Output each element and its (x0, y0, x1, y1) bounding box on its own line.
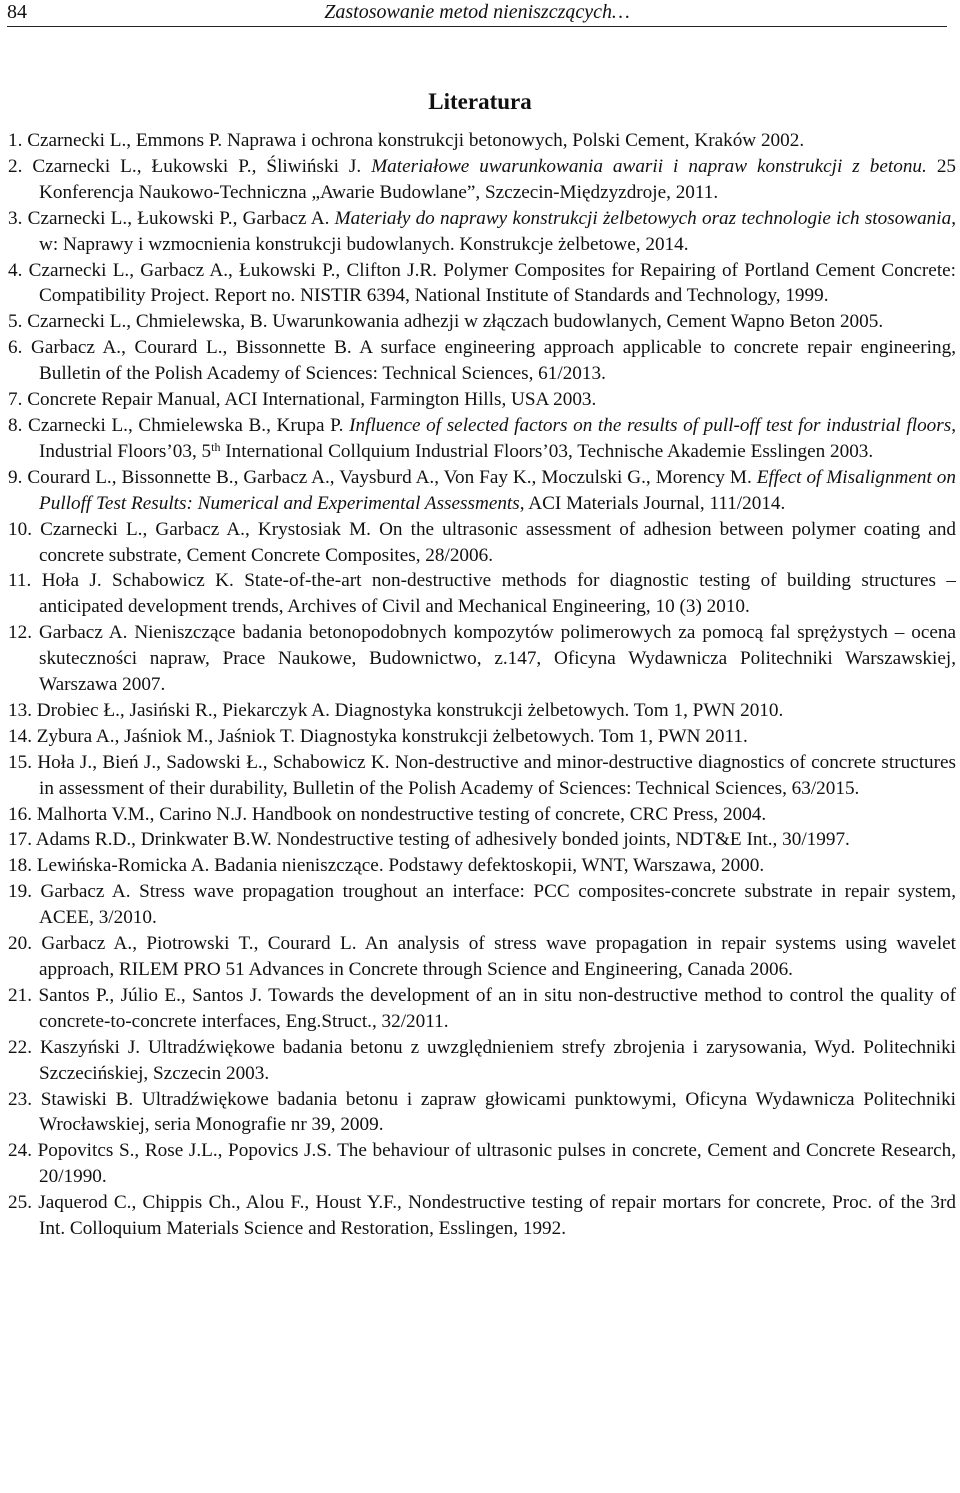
reference-item (8, 931, 956, 983)
reference-text: Concrete Repair Manual, ACI International, Farmington Hills, USA 2003. (27, 389, 597, 411)
reference-number: 1. (8, 130, 28, 151)
reference-item (8, 517, 956, 569)
reference-item (8, 206, 956, 258)
reference-number: 19. (8, 881, 41, 903)
reference-text: Drobiec Ł., Jasiński R., Piekarczyk A. Diagnostyka konstrukcji żelbetowych. Tom 1, PWN 2010. (36, 699, 784, 721)
reference-text: Santos P., Júlio E., Santos J. Towards the development of an in situ non-destructive method to control the quality of concrete-to-concrete interfaces, Eng.Struct., 32/2011. (38, 984, 956, 1032)
reference-text: Czarnecki L., Łukowski P., Garbacz A. (27, 207, 335, 229)
reference-text: Lewińska-Romicka A. Badania nieniszczące. Podstawy defektoskopii, WNT, Warszawa, 2000. (36, 855, 765, 877)
reference-text: Zybura A., Jaśniok M., Jaśniok T. Diagnostyka konstrukcji żelbetowych. Tom 1, PWN 2011. (36, 725, 748, 747)
reference-number: 21. (8, 984, 39, 1006)
reference-number: 10. (8, 518, 41, 540)
reference-item (8, 465, 956, 517)
reference-title-italic: Materiały do naprawy konstrukcji żelbetowych oraz technologie ich stosowania (334, 207, 952, 229)
reference-item (8, 387, 956, 413)
running-header (7, 0, 947, 27)
reference-superscript: th (211, 439, 221, 454)
reference-text: Garbacz A., Courard L., Bissonnette B. A surface engineering approach applicable to concrete repair engineering, Bulletin of the Polish Academy of Sciences: Technical Sciences, 61/2013. (31, 337, 956, 385)
reference-text: Czarnecki L., Chmielewska B., Krupa P. (28, 414, 350, 436)
reference-number: 4. (8, 259, 29, 281)
reference-title-italic: Materiałowe uwarunkowania awarii i napraw konstrukcji z betonu. (371, 155, 927, 177)
reference-number: 6. (8, 337, 31, 359)
reference-text: Czarnecki L., Garbacz A., Łukowski P., Clifton J.R. Polymer Composites for Repairing of Portland Cement Concrete: Compatibility Project. Report no. NISTIR 6394, National Institute of Standards and Technology, 1999. (28, 259, 957, 307)
reference-number: 17. (8, 829, 36, 851)
reference-title-italic: Influence of selected factors on the results of pull-off test for industrial floors (349, 414, 952, 436)
reference-item (8, 698, 956, 724)
reference-number: 12. (8, 622, 39, 644)
reference-item (8, 802, 956, 828)
reference-text: 25 Konferencja Naukowo-Techniczna „Awarie Budowlane”, Szczecin-Międzyzdroje, 2011. (39, 155, 957, 203)
reference-number: 3. (8, 207, 28, 229)
reference-text: Czarnecki L., Łukowski P., Śliwiński J. (32, 155, 372, 177)
reference-number: 2. (8, 155, 33, 177)
reference-item (8, 620, 956, 698)
reference-item (8, 853, 956, 879)
reference-text: Courard L., Bissonnette B., Garbacz A., Vaysburd A., Von Fay K., Moczulski G., Morency M. (27, 466, 757, 488)
reference-number: 9. (8, 466, 28, 488)
reference-list (8, 128, 956, 1242)
reference-text: Jaquerod C., Chippis Ch., Alou F., Houst Y.F., Nondestructive testing of repair mortars for concrete, Proc. of the 3rd Int. Colloquium Materials Science and Restoration, Esslingen, 1992. (38, 1192, 957, 1240)
reference-text: Garbacz A. Stress wave propagation troughout an interface: PCC composites-concrete substrate in repair system, ACEE, 3/2010. (39, 881, 957, 929)
reference-text: Hoła J., Bień J., Sadowski Ł., Schabowicz K. Non-destructive and minor-destructive diagnostics of concrete structures in assessment of their durability, Bulletin of the Polish Academy of Sciences: Technical Sciences, 63/2015. (37, 751, 956, 799)
reference-text: Popovitcs S., Rose J.L., Popovics J.S. The behaviour of ultrasonic pulses in concrete, Cement and Concrete Research, 20/1990. (37, 1140, 956, 1188)
reference-number: 15. (8, 751, 38, 773)
reference-text: , ACI Materials Journal, 111/2014. (519, 492, 786, 514)
reference-item (8, 1138, 956, 1190)
reference-text: Kaszyński J. Ultradźwiękowe badania betonu z uwzględnieniem strefy zbrojenia i zarysowania, Wyd. Politechniki Szczecińskiej, Szczecin 2003. (39, 1036, 956, 1084)
reference-item (8, 128, 956, 154)
reference-number: 8. (8, 414, 29, 436)
reference-item (8, 1087, 956, 1139)
reference-number: 5. (8, 311, 28, 333)
reference-text: , Industrial Floors’03, 5 (39, 414, 957, 462)
reference-number: 14. (8, 725, 37, 747)
reference-number: 25. (8, 1192, 39, 1214)
reference-item (8, 568, 956, 620)
reference-text: International Collquium Industrial Floors’03, Technische Akademie Esslingen 2003. (220, 440, 874, 462)
reference-item (8, 309, 956, 335)
running-title: Zastosowanie metod nieniszczących… (324, 1, 630, 23)
reference-number: 18. (8, 855, 37, 877)
reference-number: 24. (8, 1140, 38, 1162)
reference-text: Garbacz A. Nieniszczące badania betonopodobnych kompozytów polimerowych za pomocą fal sprężystych – ocena skuteczności napraw, Prace Naukowe, Budownictwo, z.147, Oficyna Wydawnicza Politechniki Warszawskiej, Warszawa 2007. (38, 622, 957, 696)
reference-item (8, 335, 956, 387)
reference-item (8, 983, 956, 1035)
reference-item (8, 413, 956, 465)
reference-text: Czarnecki L., Garbacz A., Krystosiak M. On the ultrasonic assessment of adhesion between polymer coating and concrete substrate, Cement Concrete Composites, 28/2006. (39, 518, 957, 566)
reference-text: , w: Naprawy i wzmocnienia konstrukcji budowlanych. Konstrukcje żelbetowe, 2014. (39, 207, 956, 255)
reference-item (8, 1035, 956, 1087)
reference-title-italic: Effect of Misalignment on Pulloff Test Results: Numerical and Experimental Assessments (39, 466, 956, 514)
reference-item (8, 1190, 956, 1242)
reference-number: 7. (8, 389, 28, 411)
reference-number: 23. (8, 1088, 41, 1110)
reference-text: Stawiski B. Ultradźwiękowe badania betonu i zapraw głowicami punktowymi, Oficyna Wydawnicza Politechniki Wrocławskiej, seria Monografie nr 39, 2009. (39, 1088, 956, 1136)
reference-number: 16. (8, 803, 37, 825)
reference-text: Malhorta V.M., Carino N.J. Handbook on nondestructive testing of concrete, CRC Press, 2004. (36, 803, 767, 825)
reference-text: Czarnecki L., Emmons P. Naprawa i ochrona konstrukcji betonowych, Polski Cement, Kraków 2002. (27, 130, 805, 151)
page-number: 84 (7, 1, 27, 23)
reference-text: Hoła J. Schabowicz K. State-of-the-art non-destructive methods for diagnostic testing of building structures – anticipated development trends, Archives of Civil and Mechanical Engineering, 10 (3) 2010. (39, 570, 956, 618)
reference-item (8, 879, 956, 931)
reference-number: 13. (8, 699, 37, 721)
reference-text: Adams R.D., Drinkwater B.W. Nondestructive testing of adhesively bonded joints, NDT&E Int., 30/1997. (35, 829, 850, 851)
reference-text: Garbacz A., Piotrowski T., Courard L. An analysis of stress wave propagation in repair systems using wavelet approach, RILEM PRO 51 Advances in Concrete through Science and Engineering, Canada 2006. (39, 933, 957, 980)
reference-number: 20. (8, 933, 42, 955)
reference-item (8, 827, 956, 853)
reference-text: Czarnecki L., Chmielewska, B. Uwarunkowania adhezji w złączach budowlanych, Cement Wapno Beton 2005. (27, 311, 884, 333)
section-title: Literatura (428, 89, 532, 114)
reference-item (8, 258, 956, 310)
reference-number: 22. (8, 1036, 40, 1058)
reference-number: 11. (8, 570, 42, 592)
reference-item (8, 154, 956, 206)
reference-item (8, 750, 956, 802)
reference-item (8, 724, 956, 750)
